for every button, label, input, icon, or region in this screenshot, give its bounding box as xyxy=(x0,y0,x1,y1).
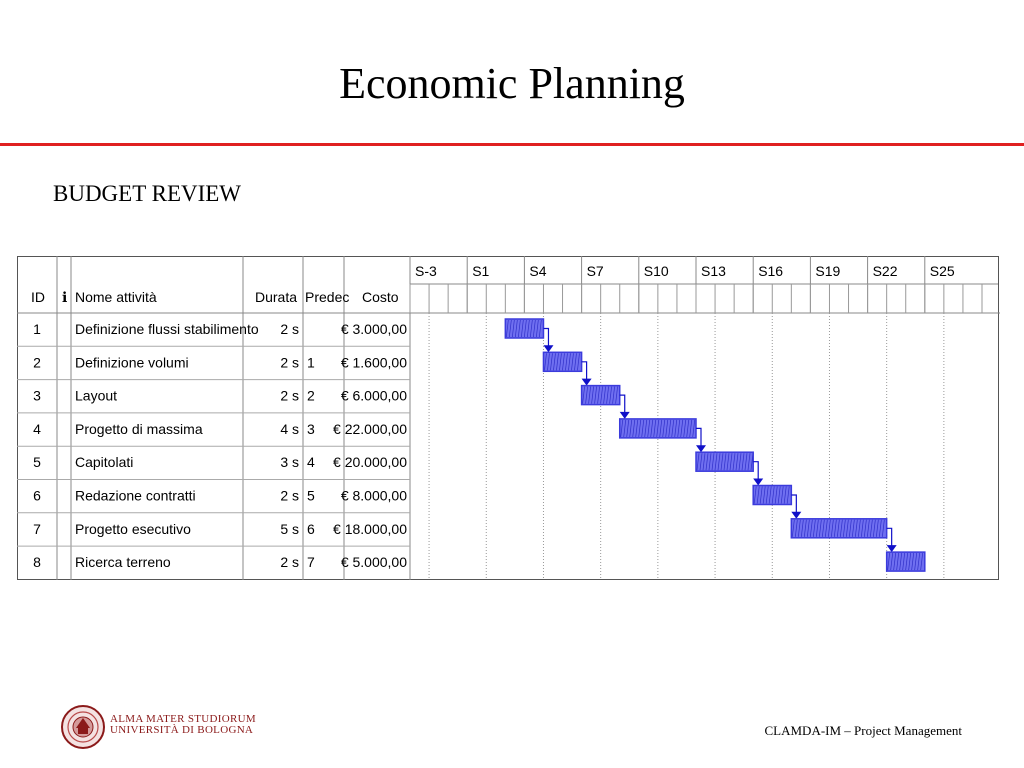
row-predecessor: 7 xyxy=(307,554,315,571)
row-duration: 5 s xyxy=(280,520,299,537)
row-id: 4 xyxy=(33,420,41,437)
row-cost: € 6.000,00 xyxy=(340,387,407,404)
slide-title: Economic Planning xyxy=(339,59,685,108)
row-id: 7 xyxy=(33,520,41,537)
row-id: 3 xyxy=(33,387,41,404)
header-cost: Costo xyxy=(362,289,399,305)
timeline-label: S1 xyxy=(472,263,490,279)
timeline-label: S10 xyxy=(643,263,669,279)
row-predecessor: 5 xyxy=(307,487,315,504)
row-cost: € 5.000,00 xyxy=(340,554,407,571)
row-duration: 2 s xyxy=(280,387,299,404)
row-id: 6 xyxy=(33,487,41,504)
timeline-label: S-3 xyxy=(415,263,437,279)
row-name: Ricerca terreno xyxy=(75,554,171,571)
row-cost: € 3.000,00 xyxy=(340,321,407,337)
row-name: Definizione volumi xyxy=(75,354,189,371)
gantt-svg xyxy=(17,256,1000,581)
footer-text: CLAMDA-IM – Project Management xyxy=(764,723,962,738)
header-id: ID xyxy=(31,289,45,305)
row-name: Capitolati xyxy=(75,454,134,471)
row-duration: 4 s xyxy=(280,420,299,437)
row-duration: 2 s xyxy=(280,487,299,504)
row-cost: € 18.000,00 xyxy=(333,520,407,537)
row-cost: € 1.600,00 xyxy=(340,354,407,371)
row-cost: € 22.000,00 xyxy=(333,420,407,437)
timeline-label: S16 xyxy=(758,263,784,279)
header-duration: Durata xyxy=(255,289,298,305)
row-name: Progetto di massima xyxy=(75,420,203,437)
row-predecessor: 4 xyxy=(307,454,315,471)
section-subtitle: BUDGET REVIEW xyxy=(53,181,242,206)
gantt-chart xyxy=(17,256,1000,581)
row-duration: 2 s xyxy=(280,354,299,371)
row-name: Layout xyxy=(75,387,118,404)
row-predecessor: 3 xyxy=(307,420,315,437)
timeline-label: S7 xyxy=(586,263,604,279)
row-cost: € 8.000,00 xyxy=(340,487,407,504)
row-id: 5 xyxy=(33,454,41,471)
header-info-icon: ℹ xyxy=(62,289,68,305)
university-logo xyxy=(60,704,310,754)
timeline-label: S13 xyxy=(701,263,726,279)
row-predecessor: 1 xyxy=(307,354,315,371)
row-duration: 2 s xyxy=(280,321,299,337)
row-name: Definizione flussi stabilimento xyxy=(75,321,259,337)
timeline-label: S25 xyxy=(929,263,955,279)
timeline-label: S19 xyxy=(815,263,841,279)
header-predecessor: Predec xyxy=(305,289,350,305)
university-seal-icon xyxy=(60,704,106,750)
title-divider xyxy=(0,143,1024,146)
university-name-line2: UNIVERSITÀ DI BOLOGNA xyxy=(110,724,254,736)
row-id: 1 xyxy=(33,321,41,337)
header-name: Nome attività xyxy=(75,289,157,305)
row-id: 2 xyxy=(33,354,41,371)
row-predecessor: 6 xyxy=(307,520,315,537)
row-duration: 2 s xyxy=(280,554,299,571)
row-name: Redazione contratti xyxy=(75,487,196,504)
row-id: 8 xyxy=(33,554,41,571)
university-name xyxy=(110,714,256,736)
row-name: Progetto esecutivo xyxy=(75,520,191,537)
timeline-label: S4 xyxy=(529,263,547,279)
timeline-label: S22 xyxy=(872,263,898,279)
row-predecessor: 2 xyxy=(307,387,315,404)
university-name-line1: ALMA MATER STUDIORUM xyxy=(110,713,256,725)
row-duration: 3 s xyxy=(280,454,299,471)
row-cost: € 20.000,00 xyxy=(333,454,407,471)
